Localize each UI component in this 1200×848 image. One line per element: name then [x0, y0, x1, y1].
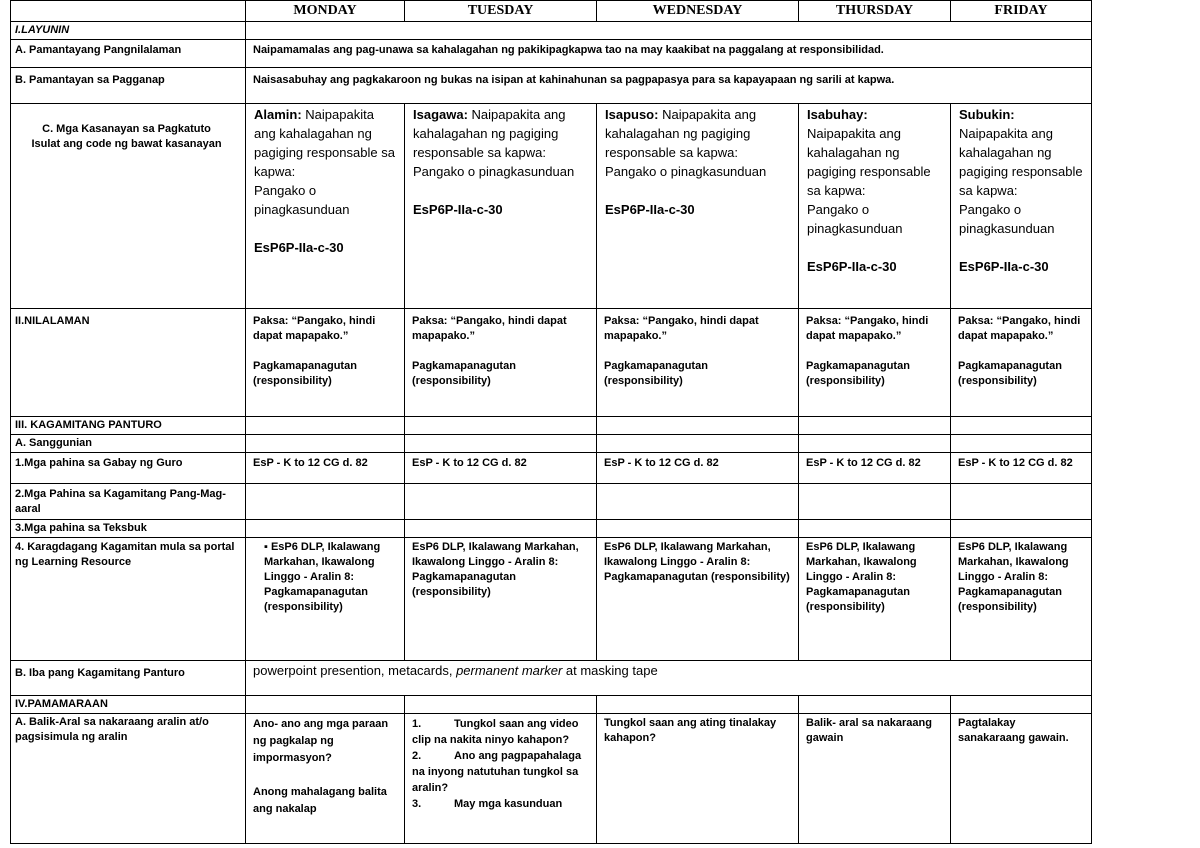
kasanayan-code: EsP6P-IIa-c-30: [807, 259, 897, 274]
value-text: Pagkamapanagutan: [604, 360, 708, 372]
pamantayan-pagganap-row: [11, 68, 1092, 104]
kasanayan-sub: Pangako o pinagkasunduan: [413, 164, 575, 179]
paksa-text: Paksa: “Pangako, hindi dapat mapapako.”: [412, 315, 567, 342]
sanggunian-row: [11, 435, 1092, 453]
kasanayan-text: Naipapakita ang kahalagahan ng pagiging responsable sa kapwa:: [413, 107, 566, 160]
kasanayan-code: EsP6P-IIa-c-30: [959, 259, 1049, 274]
balik-aral-wednesday: Tungkol saan ang ating tinalakay kahapon?: [597, 714, 799, 844]
kasanayan-key: Isapuso:: [605, 107, 659, 122]
balik-aral-monday: [246, 714, 405, 844]
kasanayan-row: [11, 104, 1092, 309]
kasanayan-text: Naipapakita ang kahalagahan ng pagiging responsable sa kapwa:: [807, 126, 931, 198]
pamantayang-pangnilalaman-text: Naipamamalas ang pag-unawa sa kahalagahan ng pakikipagkapwa tao na may kaakibat na paggalang at responsibilidad.: [246, 40, 1092, 68]
value-en-text: (responsibility): [412, 375, 491, 387]
iba-value-part2: at masking tape: [562, 663, 658, 678]
value-en-text: (responsibility): [806, 375, 885, 387]
karagdagan-label: 4. Karagdagang Kagamitan mula sa portal ng Learning Resource: [11, 538, 246, 661]
day-tuesday: TUESDAY: [405, 1, 597, 22]
nilalaman-tuesday: [405, 309, 597, 417]
layunin-heading: I.LAYUNIN: [11, 22, 246, 40]
lesson-plan-table: [10, 0, 1092, 844]
day-monday: MONDAY: [246, 1, 405, 22]
kasanayan-code: EsP6P-IIa-c-30: [413, 202, 503, 217]
nilalaman-label: II.NILALAMAN: [11, 309, 246, 417]
kasanayan-text: Naipapakita ang kahalagahan ng pagiging responsable sa kapwa:: [959, 126, 1083, 198]
kasanayan-thursday: [799, 104, 951, 309]
paksa-text: Paksa: “Pangako, hindi dapat mapapako.”: [958, 315, 1081, 342]
teksbuk-label: 3.Mga pahina sa Teksbuk: [11, 520, 246, 538]
kagamitan-pang-mag-aaral-row: [11, 484, 1092, 520]
tuesday-item: 2. Ano ang pagpapahalaga na inyong natutuhan tungkol sa aralin?: [412, 750, 582, 794]
monday-question-2: Anong mahalagang balita ang nakalap: [253, 786, 387, 815]
day-thursday: THURSDAY: [799, 1, 951, 22]
karagdagan-thursday: EsP6 DLP, Ikalawang Markahan, Ikawalong Linggo - Aralin 8: Pagkamapanagutan (responsibility): [799, 538, 951, 661]
kasanayan-wednesday: [597, 104, 799, 309]
gabay-wednesday: EsP - K to 12 CG d. 82: [597, 453, 799, 484]
nilalaman-thursday: [799, 309, 951, 417]
tuesday-item: 3. May mga kasunduan: [412, 798, 563, 810]
iba-value-part1: powerpoint presention, metacards,: [253, 663, 457, 678]
kasanayan-sub: Pangako o pinagkasunduan: [605, 164, 767, 179]
pamantayan-pagganap-label: B. Pamantayan sa Pagganap: [11, 68, 246, 104]
kasanayan-sub: Pangako o pinagkasunduan: [254, 183, 350, 217]
balik-aral-row: [11, 714, 1092, 844]
gabay-tuesday: EsP - K to 12 CG d. 82: [405, 453, 597, 484]
pamamaraan-row: [11, 696, 1092, 714]
nilalaman-wednesday: [597, 309, 799, 417]
karagdagan-wednesday: EsP6 DLP, Ikalawang Markahan, Ikawalong Linggo - Aralin 8: Pagkamapanagutan (responsibility): [597, 538, 799, 661]
kasanayan-friday: [951, 104, 1092, 309]
kagamitan-label: III. KAGAMITANG PANTURO: [11, 417, 246, 435]
kasanayan-monday: [246, 104, 405, 309]
kasanayan-key: Isagawa:: [413, 107, 468, 122]
iba-kagamitan-row: [11, 661, 1092, 696]
corner-cell: [11, 1, 246, 22]
kagamitan-pang-mag-aaral-label: 2.Mga Pahina sa Kagamitang Pang-Mag-aaral: [11, 484, 246, 520]
tuesday-item-text: May mga kasunduan: [454, 798, 563, 810]
gabay-row: [11, 453, 1092, 484]
kasanayan-key: Alamin:: [254, 107, 302, 122]
day-friday: FRIDAY: [951, 1, 1092, 22]
tuesday-item-text: Tungkol saan ang video clip na nakita ninyo kahapon?: [412, 718, 579, 746]
sanggunian-label: A. Sanggunian: [11, 435, 246, 453]
karagdagan-friday: EsP6 DLP, Ikalawang Markahan, Ikawalong Linggo - Aralin 8: Pagkamapanagutan (responsibility): [951, 538, 1092, 661]
karagdagan-monday: ▪ EsP6 DLP, Ikalawang Markahan, Ikawalong Linggo - Aralin 8: Pagkamapanagutan (responsibility): [246, 538, 405, 661]
paksa-text: Paksa: “Pangako, hindi dapat mapapako.”: [806, 315, 929, 342]
layunin-empty: [246, 22, 1092, 40]
kasanayan-text: Naipapakita ang kahalagahan ng pagiging responsable sa kapwa:: [254, 107, 395, 179]
value-text: Pagkamapanagutan: [412, 360, 516, 372]
value-text: Pagkamapanagutan: [958, 360, 1062, 372]
nilalaman-monday: [246, 309, 405, 417]
tuesday-item-text: Ano ang pagpapahalaga na inyong natutuhan tungkol sa aralin?: [412, 750, 582, 794]
pamamaraan-label: IV.PAMAMARAAN: [11, 696, 246, 714]
pamantayang-pangnilalaman-row: [11, 40, 1092, 68]
kasanayan-code: EsP6P-IIa-c-30: [605, 202, 695, 217]
day-wednesday: WEDNESDAY: [597, 1, 799, 22]
iba-value-emphasis: permanent marker: [456, 663, 563, 678]
kasanayan-label-line2: Isulat ang code ng bawat kasanayan: [31, 138, 222, 150]
value-en-text: (responsibility): [604, 375, 683, 387]
paksa-text: Paksa: “Pangako, hindi dapat mapapako.”: [604, 315, 759, 342]
kasanayan-sub: Pangako o pinagkasunduan: [959, 202, 1055, 236]
kasanayan-tuesday: [405, 104, 597, 309]
iba-kagamitan-label: B. Iba pang Kagamitang Panturo: [11, 661, 246, 696]
gabay-monday: EsP - K to 12 CG d. 82: [246, 453, 405, 484]
gabay-friday: EsP - K to 12 CG d. 82: [951, 453, 1092, 484]
value-en-text: (responsibility): [958, 375, 1037, 387]
nilalaman-row: [11, 309, 1092, 417]
gabay-label: 1.Mga pahina sa Gabay ng Guro: [11, 453, 246, 484]
kasanayan-label-line1: C. Mga Kasanayan sa Pagkatuto: [42, 123, 211, 135]
monday-question-1: Ano- ano ang mga paraan ng pagkalap ng impormasyon?: [253, 718, 389, 764]
teksbuk-row: [11, 520, 1092, 538]
pamantayan-pagganap-text: Naisasabuhay ang pagkakaroon ng bukas na isipan at kahinahunan sa pagpapasya para sa kapayapaan ng sarili at kapwa.: [246, 68, 1092, 104]
balik-aral-label: A. Balik-Aral sa nakaraang aralin at/o pagsisimula ng aralin: [11, 714, 246, 844]
pamantayang-pangnilalaman-label: A. Pamantayang Pangnilalaman: [11, 40, 246, 68]
kasanayan-text: Naipapakita ang kahalagahan ng pagiging responsable sa kapwa:: [605, 107, 757, 160]
kagamitan-row: [11, 417, 1092, 435]
layunin-row: [11, 22, 1092, 40]
value-en-text: (responsibility): [253, 375, 332, 387]
kasanayan-code: EsP6P-IIa-c-30: [254, 240, 344, 255]
kasanayan-key: Subukin:: [959, 107, 1015, 122]
paksa-text: Paksa: “Pangako, hindi dapat mapapako.”: [253, 315, 376, 342]
value-text: Pagkamapanagutan: [806, 360, 910, 372]
karagdagan-row: [11, 538, 1092, 661]
day-header-row: [11, 1, 1092, 22]
karagdagan-tuesday: EsP6 DLP, Ikalawang Markahan, Ikawalong Linggo - Aralin 8: Pagkamapanagutan (responsibility): [405, 538, 597, 661]
nilalaman-friday: [951, 309, 1092, 417]
kasanayan-key: Isabuhay:: [807, 107, 868, 122]
balik-aral-friday: Pagtalakay sanakaraang gawain.: [951, 714, 1092, 844]
value-text: Pagkamapanagutan: [253, 360, 357, 372]
kasanayan-sub: Pangako o pinagkasunduan: [807, 202, 903, 236]
balik-aral-thursday: Balik- aral sa nakaraang gawain: [799, 714, 951, 844]
kasanayan-label: [11, 104, 246, 309]
iba-kagamitan-value: [246, 661, 1092, 696]
tuesday-item: 1. Tungkol saan ang video clip na nakita ninyo kahapon?: [412, 718, 579, 746]
balik-aral-tuesday: [405, 714, 597, 844]
gabay-thursday: EsP - K to 12 CG d. 82: [799, 453, 951, 484]
